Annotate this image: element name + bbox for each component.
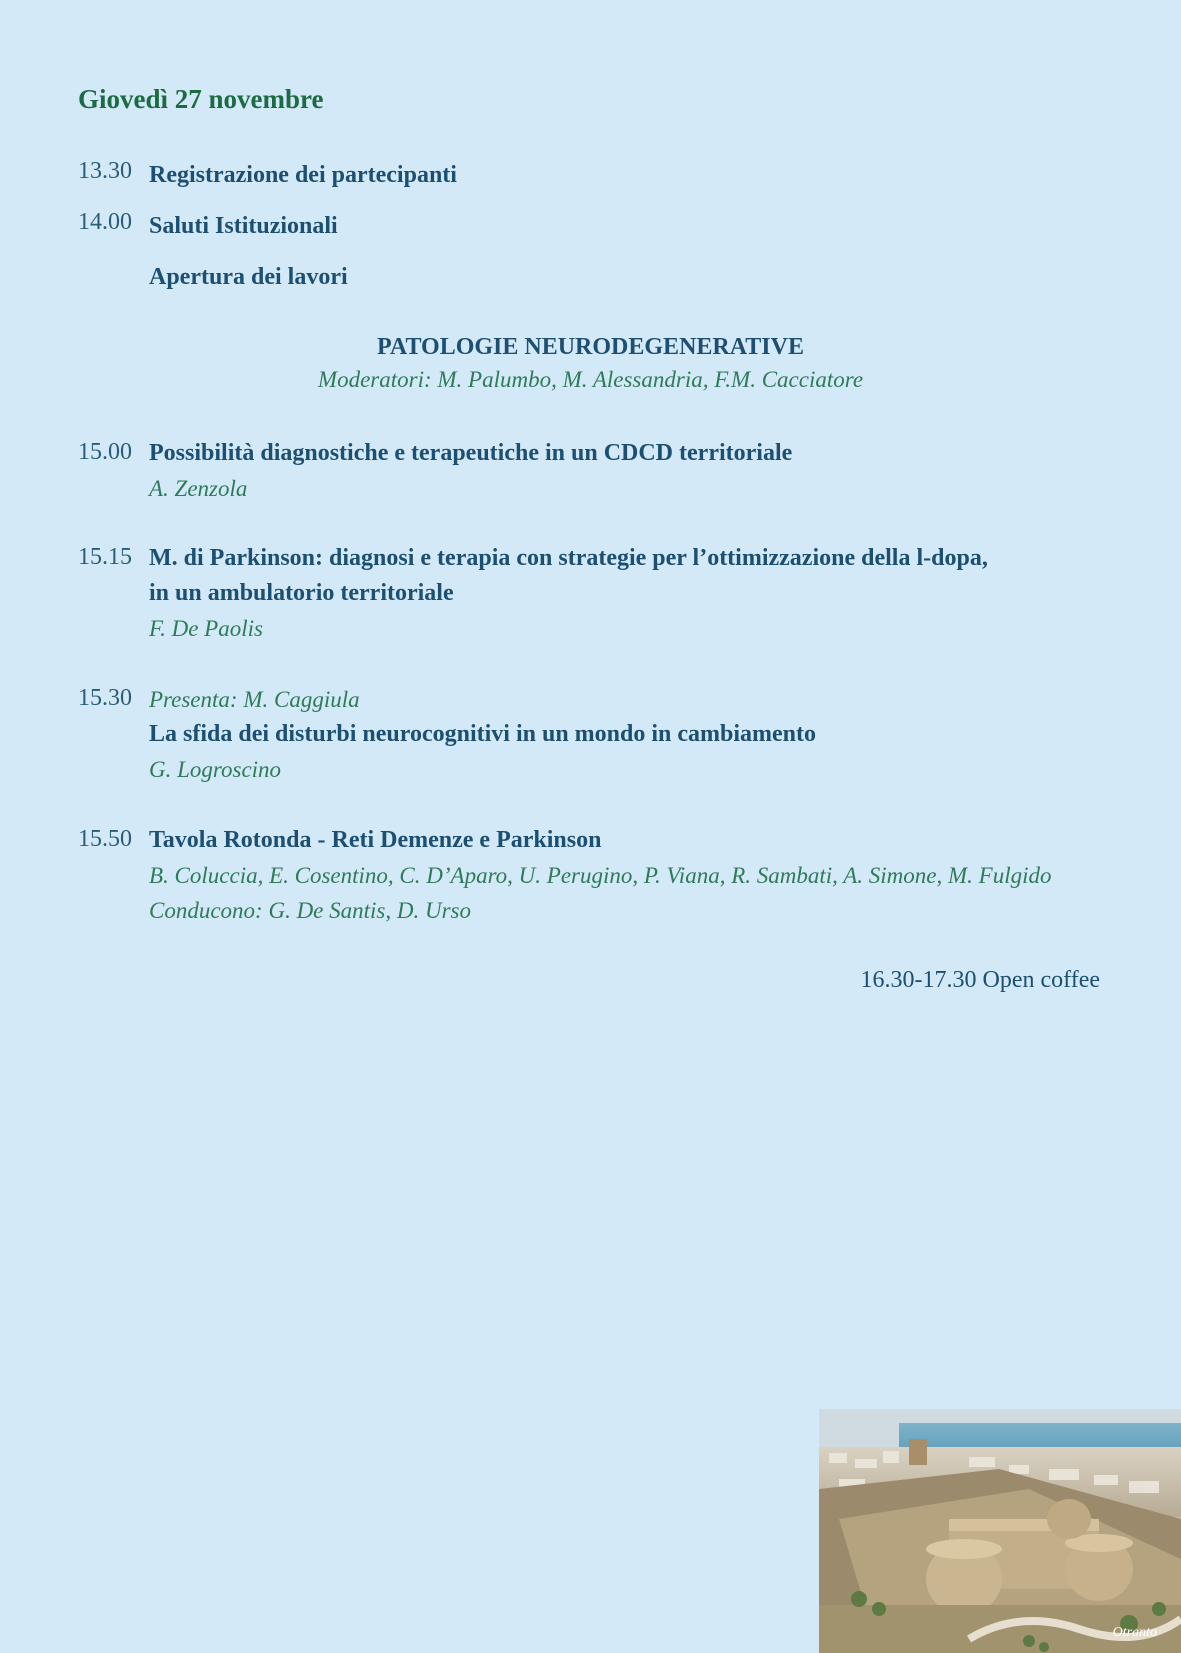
- schedule-item: [78, 158, 1128, 194]
- talk-speaker: G. Logroscino: [149, 757, 282, 782]
- talk-time: 15.30: [78, 685, 132, 711]
- talk-title: M. di Parkinson: diagnosi e terapia con strategie per l’ottimizzazione della l-dopa,: [149, 545, 988, 571]
- schedule-item: [78, 260, 1128, 296]
- session-header: [0, 332, 1181, 398]
- session-moderators: Moderatori: M. Palumbo, M. Alessandria, F.M. Cacciatore: [317, 367, 864, 392]
- coffee-break: 16.30-17.30 Open coffee: [860, 967, 1100, 993]
- talk-title: La sfida dei disturbi neurocognitivi in un mondo in cambiamento: [149, 721, 817, 747]
- talk-speaker: F. De Paolis: [149, 616, 263, 641]
- photo-caption: Otranto: [1112, 1625, 1157, 1640]
- talk-time: 15.50: [78, 826, 132, 852]
- schedule-item: [78, 209, 1128, 245]
- item-time: 13.30: [78, 158, 132, 184]
- item-time: 14.00: [78, 209, 132, 235]
- item-title: Registrazione dei partecipanti: [149, 162, 457, 188]
- talk-speaker: A. Zenzola: [149, 476, 248, 501]
- talk-time: 15.00: [78, 439, 132, 465]
- otranto-photo: [819, 1409, 1181, 1653]
- talk-time: 15.15: [78, 544, 132, 570]
- item-title: Saluti Istituzionali: [149, 213, 338, 239]
- roundtable-participants: B. Coluccia, E. Cosentino, C. D’Aparo, U. Perugino, P. Viana, R. Sambati, A. Simone, M. Fulgido: [149, 863, 1052, 888]
- session-title: PATOLOGIE NEURODEGENERATIVE: [377, 334, 804, 360]
- item-title: Apertura dei lavori: [149, 264, 348, 290]
- day-heading: Giovedì 27 novembre: [78, 84, 324, 114]
- talk-title: Possibilità diagnostiche e terapeutiche in un CDCD territoriale: [149, 440, 793, 466]
- castle-aerial-illustration: [819, 1409, 1181, 1653]
- talk-title: Tavola Rotonda - Reti Demenze e Parkinson: [149, 827, 602, 853]
- talk-title-line-2: in un ambulatorio territoriale: [149, 580, 454, 606]
- roundtable-hosts: Conducono: G. De Santis, D. Urso: [149, 898, 471, 923]
- talk-presenter: Presenta: M. Caggiula: [149, 687, 360, 712]
